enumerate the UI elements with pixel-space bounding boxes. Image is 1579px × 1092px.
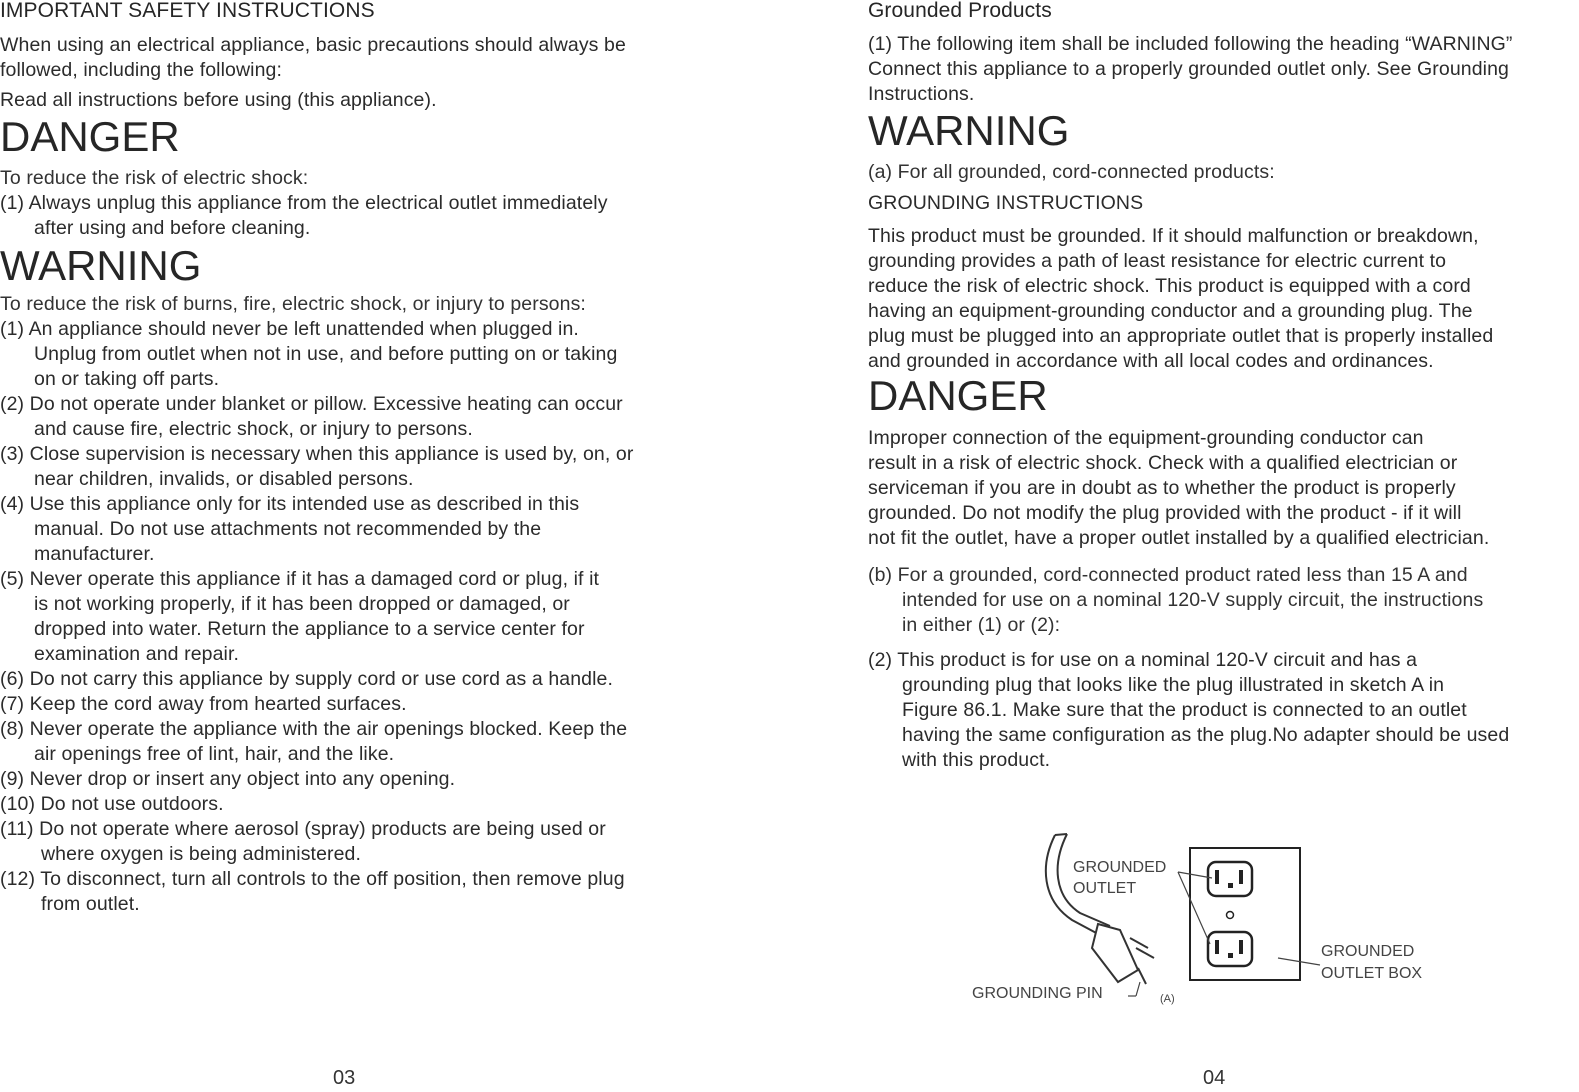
item-2-text-cont: grounding plug that looks like the plug illustrated in sketch A in: [902, 674, 1445, 696]
grounding-pin-icon: [1138, 968, 1146, 984]
grounding-text: reduce the risk of electric shock. This product is equipped with a cord: [868, 275, 1471, 297]
label-grounded-outlet-2: OUTLET: [1073, 880, 1137, 897]
warning-item-cont: dropped into water. Return the appliance to a service center for: [34, 618, 585, 640]
grounding-text: grounding provides a path of least resistance for electric current to: [868, 250, 1447, 272]
page-number-left: 03: [333, 1067, 356, 1089]
grounding-instructions-label: GROUNDING INSTRUCTIONS: [868, 192, 1144, 214]
danger-subheading: To reduce the risk of electric shock:: [0, 167, 309, 189]
warning-item-cont: from outlet.: [41, 893, 140, 915]
item-b-heading-cont: in either (1) or (2):: [902, 614, 1061, 636]
item-b-heading-cont: intended for use on a nominal 120-V supply circuit, the instructions: [902, 589, 1484, 611]
warning-item-cont: is not working properly, if it has been dropped or damaged, or: [34, 593, 570, 615]
warning-item: (10) Do not use outdoors.: [0, 793, 224, 815]
warning-item-cont: where oxygen is being administered.: [41, 843, 362, 865]
danger-text: result in a risk of electric shock. Check with a qualified electrician or: [868, 452, 1458, 474]
warning-item-cont: Unplug from outlet when not in use, and before putting on or taking: [34, 343, 618, 365]
danger-text: serviceman if you are in doubt as to whether the product is properly: [868, 477, 1456, 499]
label-sketch-a: (A): [1160, 993, 1175, 1005]
warning-item-cont: examination and repair.: [34, 643, 240, 665]
warning-item-cont: air openings free of lint, hair, and the like.: [34, 743, 395, 765]
grounding-text: plug must be plugged into an appropriate outlet that is properly installed: [868, 325, 1494, 347]
grounded-line-2: Connect this appliance to a properly grounded outlet only. See Grounding: [868, 58, 1510, 80]
danger-item-1: (1) Always unplug this appliance from the electrical outlet immediately: [0, 192, 608, 214]
page-number-right: 04: [1203, 1067, 1226, 1089]
warning-item: (9) Never drop or insert any object into any opening.: [0, 768, 456, 790]
label-grounding-pin: GROUNDING PIN: [972, 985, 1103, 1002]
label-grounded-outlet: GROUNDED: [1073, 859, 1167, 876]
grounded-line-1: (1) The following item shall be included following the heading “WARNING”: [868, 33, 1513, 55]
safety-heading: IMPORTANT SAFETY INSTRUCTIONS: [0, 0, 375, 22]
item-2-text: (2) This product is for use on a nominal 120-V circuit and has a: [868, 649, 1418, 671]
outlet-box: [1190, 848, 1300, 980]
warning-item-cont: near children, invalids, or disabled persons.: [34, 468, 414, 490]
warning-item: (4) Use this appliance only for its intended use as described in this: [0, 493, 580, 515]
warning-item: (5) Never operate this appliance if it has a damaged cord or plug, if it: [0, 568, 600, 590]
warning-item: (2) Do not operate under blanket or pillow. Excessive heating can occur: [0, 393, 623, 415]
danger-title: DANGER: [868, 372, 1048, 419]
intro-line-3: Read all instructions before using (this appliance).: [0, 89, 437, 111]
label-outlet-box-2: OUTLET BOX: [1321, 965, 1423, 982]
warning-item-cont: and cause fire, electric shock, or injury to persons.: [34, 418, 473, 440]
grounded-heading: Grounded Products: [868, 0, 1052, 22]
item-a-heading: (a) For all grounded, cord-connected products:: [868, 161, 1275, 183]
plug-head: [1092, 924, 1154, 982]
grounding-text: This product must be grounded. If it should malfunction or breakdown,: [868, 225, 1479, 247]
item-2-text-cont: having the same configuration as the plug.No adapter should be used: [902, 724, 1510, 746]
warning-title: WARNING: [868, 107, 1070, 154]
warning-item-cont: manual. Do not use attachments not recommended by the: [34, 518, 542, 540]
warning-item: (12) To disconnect, turn all controls to the off position, then remove plug: [0, 868, 625, 890]
grounding-text: having an equipment-grounding conductor and a grounding plug. The: [868, 300, 1473, 322]
item-2-text-cont: with this product.: [902, 749, 1051, 771]
warning-item-cont: on or taking off parts.: [34, 368, 220, 390]
item-2-text-cont: Figure 86.1. Make sure that the product is connected to an outlet: [902, 699, 1467, 721]
warning-item: (3) Close supervision is necessary when this appliance is used by, on, or: [0, 443, 634, 465]
danger-item-1-cont: after using and before cleaning.: [34, 217, 311, 239]
warning-item: (8) Never operate the appliance with the air openings blocked. Keep the: [0, 718, 628, 740]
warning-item-cont: manufacturer.: [34, 543, 155, 565]
danger-text: Improper connection of the equipment-grounding conductor can: [868, 427, 1424, 449]
grounded-line-3: Instructions.: [868, 83, 975, 105]
danger-text: grounded. Do not modify the plug provided with the product - if it will: [868, 502, 1462, 524]
warning-item: (1) An appliance should never be left unattended when plugged in.: [0, 318, 579, 340]
intro-line-2: followed, including the following:: [0, 59, 282, 81]
label-outlet-box: GROUNDED: [1321, 943, 1415, 960]
grounded-outlet-diagram: [960, 820, 1460, 1020]
warning-subheading: To reduce the risk of burns, fire, electric shock, or injury to persons:: [0, 293, 586, 315]
warning-item: (7) Keep the cord away from hearted surfaces.: [0, 693, 407, 715]
warning-title: WARNING: [0, 242, 202, 289]
intro-line-1: When using an electrical appliance, basic precautions should always be: [0, 34, 626, 56]
warning-item: (11) Do not operate where aerosol (spray) products are being used or: [0, 818, 606, 840]
danger-title: DANGER: [0, 113, 180, 160]
grounding-text: and grounded in accordance with all local codes and ordinances.: [868, 350, 1434, 372]
danger-text: not fit the outlet, have a proper outlet installed by a qualified electrician.: [868, 527, 1490, 549]
warning-item: (6) Do not carry this appliance by supply cord or use cord as a handle.: [0, 668, 613, 690]
item-b-heading: (b) For a grounded, cord-connected product rated less than 15 A and: [868, 564, 1468, 586]
